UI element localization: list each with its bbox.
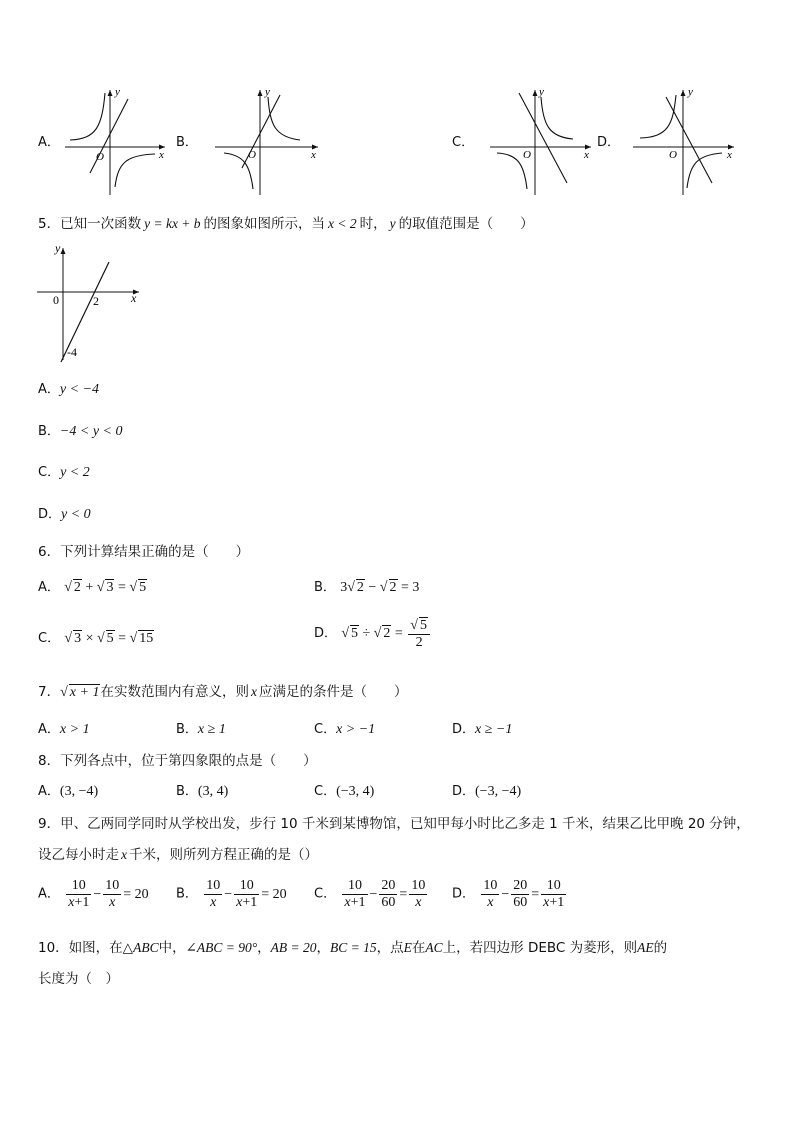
- q9-number: 9．: [38, 816, 61, 832]
- q4-c-y-label: y: [539, 86, 544, 98]
- q5-option-c-letter: C．: [38, 465, 61, 480]
- q7-stem: 7．√ x + 1在实数范围内有意义，则 x 应满足的条件是（ ）: [38, 684, 408, 700]
- q10-segment: AC: [425, 940, 443, 955]
- q8-option-b-letter: B．: [176, 784, 198, 799]
- q4-a-origin: O: [96, 151, 104, 163]
- q7-text-2: 应满足的条件是（ ）: [258, 684, 408, 700]
- q4-d-y-label: y: [688, 86, 693, 98]
- q8-text: 下列各点中，位于第四象限的点是（ ）: [60, 753, 317, 769]
- q4-a-y-label: y: [115, 86, 120, 98]
- q10-line-2: 长度为（ ）: [38, 971, 119, 987]
- q7-option-c-letter: C．: [314, 722, 337, 737]
- q9-line-1: 甲、乙两同学同时从学校出发，步行 10 千米到某博物馆，已知甲每小时比乙多走 1 千米，结果乙比甲晚 20 分钟，: [60, 816, 750, 832]
- q5-option-b[interactable]: [38, 420, 122, 440]
- q7-number: 7．: [38, 684, 61, 700]
- q7-option-c[interactable]: [314, 718, 375, 738]
- q5-text-1: 已知一次函数: [60, 216, 142, 232]
- q5-text-3: 时，: [359, 216, 387, 232]
- q5-option-a[interactable]: [38, 378, 99, 398]
- q8-option-c-letter: C．: [314, 784, 337, 799]
- q5-option-b-expr: −4 < y < 0: [59, 424, 123, 439]
- q9-option-a-letter: A．: [38, 886, 60, 902]
- q5-variable: y: [389, 216, 396, 231]
- q7-option-a[interactable]: [38, 718, 90, 738]
- q6-option-b-letter: B．: [314, 580, 336, 595]
- q5-graph: [35, 240, 150, 365]
- q7-option-d-letter: D．: [452, 722, 476, 737]
- q4-graph-c: [487, 85, 597, 200]
- q8-option-b-expr: (3, 4): [197, 784, 229, 799]
- q7-option-a-letter: A．: [38, 722, 60, 737]
- q10-angle: ∠ABC = 90°: [185, 940, 258, 955]
- q5-text-4: 的取值范围是（ ）: [398, 216, 534, 232]
- q10-ab: AB = 20: [270, 940, 317, 955]
- q7-option-b-letter: B．: [176, 722, 198, 737]
- q5-condition: x < 2: [328, 216, 357, 231]
- q5-text-2: 的图象如图所示，当: [203, 216, 326, 232]
- q6-option-c[interactable]: [38, 627, 154, 647]
- q9-option-d-letter: D．: [452, 886, 476, 902]
- q10-text-6: 的: [653, 940, 668, 956]
- q10-text-1: 如图，在△: [68, 940, 134, 956]
- q6-option-a-expr: √ 2 + √ 3 = √ 5: [64, 580, 147, 595]
- q5-stem: [38, 212, 534, 232]
- q8-option-d-expr: (−3, −4): [475, 784, 522, 799]
- q10-triangle: ABC: [133, 940, 159, 955]
- q4-option-d-letter: D．: [597, 135, 621, 150]
- q10-stem-line-2: [38, 967, 119, 987]
- q9-option-b-letter: B．: [176, 886, 198, 902]
- q7-text-1: 在实数范围内有意义，则: [100, 684, 249, 700]
- q5-equation: y = kx + b: [144, 216, 201, 231]
- q5-option-b-letter: B．: [38, 424, 60, 439]
- q6-option-a[interactable]: [38, 576, 147, 596]
- q4-b-y-label: y: [265, 86, 270, 98]
- q7-option-d[interactable]: [452, 718, 512, 738]
- q9-line-2b: 千米，则所列方程正确的是（）: [129, 847, 318, 863]
- q6-option-d-letter: D．: [314, 626, 338, 642]
- q9-option-c[interactable]: [314, 878, 429, 911]
- q8-option-d[interactable]: [452, 780, 521, 800]
- q7-option-b[interactable]: [176, 718, 226, 738]
- q6-option-a-letter: A．: [38, 580, 60, 595]
- q9-line-2a: 设乙每小时走: [38, 847, 119, 863]
- q9-option-c-expr: $\frac{10}{x+1}$ − $\frac{20}{60}$ = $\frac{10}{x}$: [344, 878, 426, 910]
- q9-stem-line-1: [38, 812, 750, 832]
- q10-text-3: ，点: [376, 940, 404, 956]
- q6-option-b[interactable]: [314, 576, 419, 596]
- q6-number: 6．: [38, 544, 61, 560]
- q7-option-d-expr: x ≥ −1: [475, 722, 513, 737]
- q8-option-a-letter: A．: [38, 784, 60, 799]
- q9-option-a[interactable]: [38, 878, 149, 911]
- q7-radicand: x + 1: [69, 685, 100, 700]
- q4-option-b-letter: B．: [176, 135, 198, 150]
- q4-c-x-label: x: [584, 149, 589, 161]
- q8-stem: [38, 749, 317, 769]
- q6-option-c-letter: C．: [38, 631, 61, 646]
- q10-stem-line-1: 10．如图，在△ABC中，∠ABC = 90°，AB = 20，BC = 15，点E在AC上，若四边形 DEBC 为菱形，则AE的: [38, 940, 668, 956]
- q4-d-origin: O: [669, 149, 677, 161]
- q5-option-a-letter: A．: [38, 382, 60, 397]
- q7-option-b-expr: x ≥ 1: [197, 722, 226, 737]
- q8-option-c[interactable]: [314, 780, 374, 800]
- q4-d-x-label: x: [727, 149, 732, 161]
- q6-text: 下列计算结果正确的是（ ）: [60, 544, 250, 560]
- q7-variable: x: [250, 684, 257, 699]
- q10-text-2: 中，: [158, 940, 186, 956]
- q5-graph-x-intercept: 2: [93, 294, 99, 308]
- q9-variable: x: [121, 847, 127, 862]
- q4-graph-b: [210, 85, 325, 200]
- q6-option-d-expr: √ 5 ÷ √ 2 = $\frac{√ 5}{2}$: [341, 626, 432, 641]
- q10-point: E: [403, 940, 412, 955]
- q8-option-d-letter: D．: [452, 784, 476, 799]
- q4-c-origin: O: [523, 149, 531, 161]
- q10-text-5: 上，若四边形 DEBC 为菱形，则: [442, 940, 638, 956]
- q5-graph-y-intercept: -4: [67, 345, 77, 359]
- q4-graph-d: [630, 85, 740, 200]
- q5-option-c[interactable]: [38, 461, 90, 481]
- q10-ae: AE: [637, 940, 654, 955]
- q8-option-a[interactable]: [38, 780, 98, 800]
- q5-option-d-expr: y < 0: [61, 507, 91, 522]
- q8-option-b[interactable]: [176, 780, 228, 800]
- q8-option-c-expr: (−3, 4): [336, 784, 375, 799]
- q5-number: 5．: [38, 216, 61, 232]
- q6-stem: [38, 540, 249, 560]
- q5-graph-origin: 0: [53, 293, 59, 307]
- q7-option-c-expr: x > −1: [336, 722, 376, 737]
- q9-option-b[interactable]: [176, 878, 287, 911]
- q5-option-c-expr: y < 2: [60, 465, 90, 480]
- q9-option-a-expr: $\frac{10}{x+1}$ − $\frac{10}{x}$ = 20: [68, 878, 149, 910]
- q5-option-d[interactable]: [38, 503, 91, 523]
- q4-option-c-letter: C．: [452, 135, 475, 150]
- q9-option-b-expr: $\frac{10}{x}$ − $\frac{10}{x+1}$ = 20: [206, 878, 287, 910]
- q9-stem-line-2: [38, 843, 318, 863]
- q5-graph-y-label: y: [55, 241, 61, 255]
- q9-option-d-expr: $\frac{10}{x}$ − $\frac{20}{60}$ = $\frac{10}{x+1}$: [483, 878, 565, 910]
- q8-option-a-expr: (3, −4): [59, 784, 99, 799]
- q4-option-a-letter: A．: [38, 135, 60, 150]
- q4-b-x-label: x: [311, 149, 316, 161]
- q5-graph-x-label: x: [131, 291, 137, 305]
- q10-bc: BC = 15: [330, 940, 377, 955]
- q8-number: 8．: [38, 753, 61, 769]
- q6-option-d[interactable]: [314, 617, 432, 651]
- q7-option-a-expr: x > 1: [59, 722, 90, 737]
- q4-b-origin: O: [248, 149, 256, 161]
- q9-option-c-letter: C．: [314, 886, 337, 902]
- q4-a-x-label: x: [159, 149, 164, 161]
- q4-graph-a: [60, 85, 170, 200]
- q5-option-a-expr: y < −4: [59, 382, 100, 397]
- q10-number: 10．: [38, 940, 69, 956]
- q6-option-b-expr: 3√ 2 − √ 2 = 3: [340, 580, 420, 595]
- q10-text-4: 在: [411, 940, 426, 956]
- q6-option-c-expr: √ 3 × √ 5 = √ 15: [64, 631, 154, 646]
- q5-option-d-letter: D．: [38, 507, 62, 522]
- q9-option-d[interactable]: [452, 878, 568, 911]
